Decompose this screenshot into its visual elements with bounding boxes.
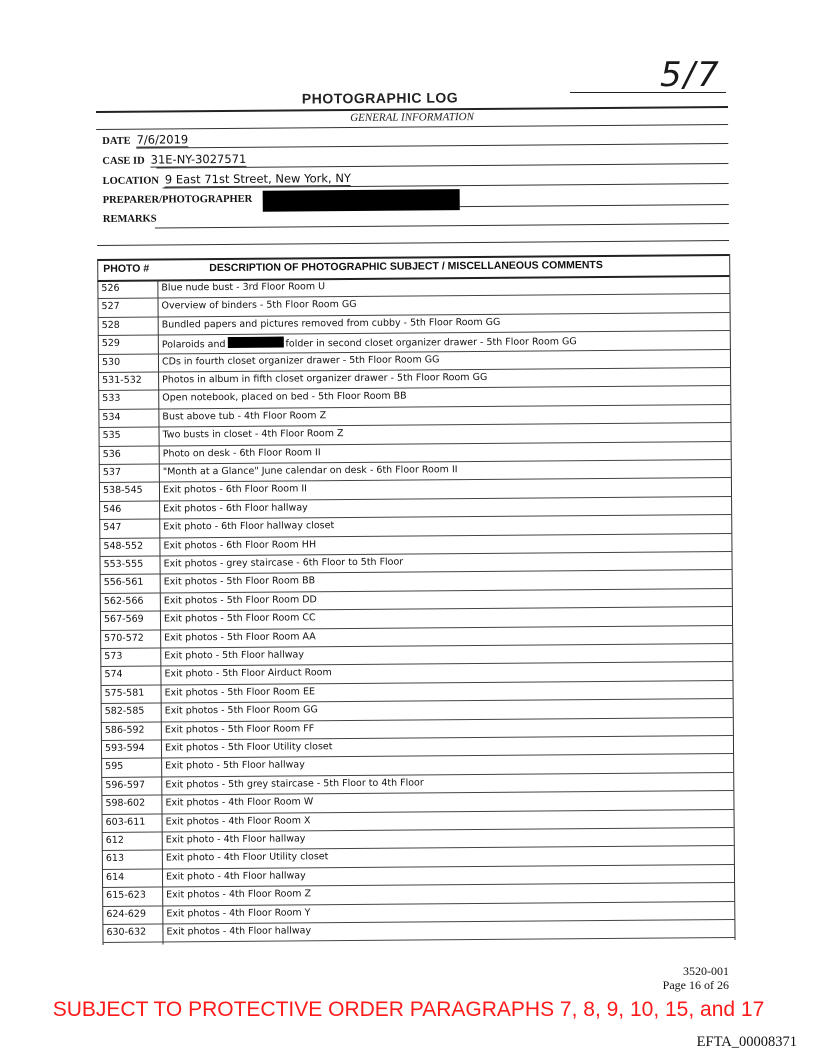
photo-description: Exit photo - 4th Floor Utility closet	[165, 851, 329, 864]
bates-number: EFTA_00008371	[696, 1034, 797, 1050]
photo-number: 586-592	[104, 724, 145, 736]
photo-number: 536	[102, 448, 121, 460]
photo-number: 526	[101, 282, 120, 294]
photo-number: 535	[102, 430, 121, 442]
footer-reference	[663, 964, 729, 992]
photo-description: Photos in album in fifth closet organizer drawer - 5th Floor Room GG	[162, 371, 488, 386]
photo-description: Exit photos - 5th Floor Utility closet	[164, 741, 333, 754]
photo-description: Exit photos - 6th Floor Room II	[162, 483, 307, 496]
photo-number: 598-602	[105, 797, 146, 810]
photo-number: 630-632	[106, 926, 147, 938]
photo-description: Exit photos - 6th Floor hallway	[163, 502, 308, 515]
photo-description: Bundled papers and pictures removed from cubby - 5th Floor Room GG	[161, 316, 501, 331]
photo-number: 612	[105, 834, 124, 846]
location-value: 9 East 71st Street, New York, NY	[164, 170, 352, 187]
date-row	[102, 132, 188, 153]
photo-number: 615-623	[106, 889, 146, 902]
photo-description: Exit photos - 5th Floor Room DD	[163, 594, 317, 607]
photo-description: Exit photos - grey staircase - 6th Floor to 5th Floor	[163, 556, 404, 570]
photographic-log-form	[96, 106, 734, 938]
photo-number: 530	[101, 356, 121, 368]
photo-description: Exit photo - 5th Floor hallway	[165, 759, 305, 772]
photo-description: Exit photos - 4th Floor Room Z	[166, 888, 312, 901]
general-information-heading: GENERAL INFORMATION	[350, 111, 474, 125]
photo-description: Exit photo - 6th Floor hallway closet	[163, 520, 335, 533]
photo-description	[162, 333, 722, 350]
photo-number: 538-545	[102, 485, 143, 497]
case-id-value: 31E-NY-3027571	[150, 151, 247, 167]
protective-order-notice: SUBJECT TO PROTECTIVE ORDER PARAGRAPHS 7, 8, 9, 10, 15, and 17	[52, 998, 765, 1021]
photo-description: Photo on desk - 6th Floor Room II	[162, 446, 321, 460]
page-number-underline	[570, 92, 726, 93]
photo-number: 548-552	[103, 540, 144, 552]
photo-number: 556-561	[103, 577, 144, 589]
description-part-b: folder in second closet organizer drawer - 5th Floor Room GG	[285, 336, 577, 350]
photo-description: Exit photos - 5th Floor Room EE	[164, 686, 315, 699]
photo-description: Exit photo - 5th Floor hallway	[164, 649, 305, 662]
photo-number: 562-566	[103, 595, 144, 607]
photo-number: 614	[105, 871, 125, 883]
photo-description: Exit photos - 5th Floor Room AA	[164, 630, 316, 644]
preparer-label: PREPARER/PHOTOGRAPHER	[102, 193, 253, 206]
photo-number: 593-594	[104, 742, 145, 754]
photo-number: 537	[102, 466, 122, 478]
photo-description: Exit photo - 4th Floor hallway	[165, 870, 306, 883]
date-value: 7/6/2019	[136, 132, 189, 147]
photo-number: 603-611	[105, 816, 146, 828]
photo-description: Exit photos - 6th Floor Room HH	[163, 538, 317, 552]
row-rule	[103, 937, 735, 943]
photo-number: 533	[102, 393, 121, 405]
photo-description: Exit photos - 4th Floor Room W	[165, 796, 314, 809]
case-id-row	[102, 152, 246, 173]
description-part-a: Polaroids and	[161, 339, 226, 351]
photo-number: 528	[101, 319, 120, 331]
photo-number: 575-581	[104, 687, 145, 699]
photo-number: 553-555	[103, 558, 144, 570]
table-row	[102, 920, 734, 943]
inline-redaction	[227, 337, 283, 348]
photo-description: "Month at a Glance" June calendar on desk - 6th Floor Room II	[162, 464, 458, 478]
remarks-label: REMARKS	[102, 213, 157, 225]
location-label: LOCATION	[102, 175, 160, 187]
photo-description: Overview of binders - 5th Floor Room GG	[161, 299, 357, 312]
photo-description: Blue nude bust - 3rd Floor Room U	[161, 281, 326, 294]
log-title: PHOTOGRAPHIC LOG	[301, 89, 459, 107]
page-of-count: Page 16 of 26	[662, 978, 729, 992]
photo-description: Exit photos - 5th grey staircase - 5th Floor to 4th Floor	[165, 777, 424, 791]
photo-number: 547	[103, 522, 122, 534]
column-header-description: DESCRIPTION OF PHOTOGRAPHIC SUBJECT / MISCELLANEOUS COMMENTS	[209, 259, 603, 275]
photo-description: Exit photos - 5th Floor Room CC	[163, 612, 316, 625]
photo-description: Exit photo - 5th Floor Airduct Room	[164, 667, 332, 680]
photo-number: 570-572	[104, 632, 144, 644]
photo-description: Exit photo - 4th Floor hallway	[165, 833, 306, 846]
photo-number: 534	[102, 411, 121, 423]
photo-description: Exit photos - 5th Floor Room BB	[163, 575, 316, 588]
photo-number: 567-569	[103, 613, 144, 626]
photo-description: Exit photos - 4th Floor Room Y	[166, 906, 311, 920]
photo-number: 574	[104, 669, 123, 681]
photo-number: 531-532	[102, 374, 142, 386]
photo-description: Exit photos - 4th Floor Room X	[165, 814, 311, 828]
photo-number: 613	[105, 853, 125, 865]
photo-number: 573	[104, 650, 123, 662]
photo-number: 596-597	[105, 779, 146, 791]
photo-description: Exit photos - 5th Floor Room FF	[164, 722, 315, 736]
photo-number: 582-585	[104, 705, 145, 718]
photo-number: 527	[101, 301, 120, 313]
case-id-label: CASE ID	[102, 155, 145, 167]
document-reference: 3520-001	[683, 964, 729, 978]
preparer-row	[103, 193, 253, 214]
photo-description: Open notebook, placed on bed - 5th Floor Room BB	[162, 390, 407, 404]
photo-number: 546	[103, 503, 122, 515]
column-header-photo: PHOTO #	[103, 262, 150, 275]
photo-description: Two busts in closet - 4th Floor Room Z	[162, 428, 344, 441]
remarks-row	[103, 213, 157, 233]
photo-number: 595	[105, 761, 124, 773]
photo-number: 529	[101, 338, 121, 350]
redaction-box	[263, 189, 460, 212]
photo-description: Bust above tub - 4th Floor Room Z	[162, 409, 327, 423]
photo-number: 624-629	[106, 908, 147, 920]
photo-description: Exit photos - 4th Floor hallway	[166, 925, 312, 938]
handwritten-page-number: 5/7	[660, 55, 721, 95]
date-label: DATE	[102, 135, 131, 147]
photo-description: Exit photos - 5th Floor Room GG	[164, 704, 318, 717]
photo-description: CDs in fourth closet organizer drawer - 5th Floor Room GG	[161, 353, 440, 368]
